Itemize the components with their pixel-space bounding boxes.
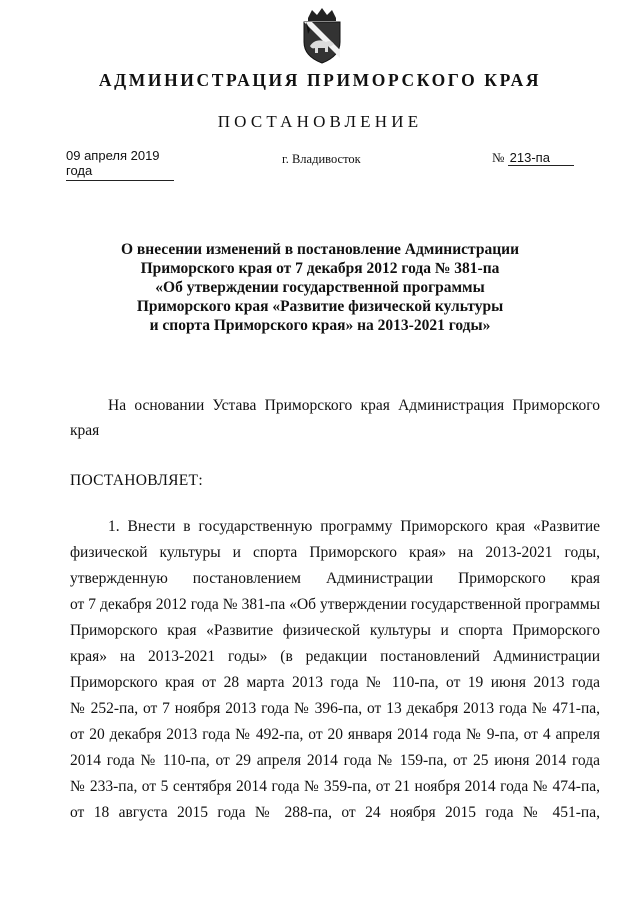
basis-paragraph-line: На основании Устава Приморского края Администрация Приморского [108,397,600,414]
date-field [66,148,176,181]
paragraph-line: № 252-па, от 7 ноября 2013 года № 396-па, от 13 декабря 2013 года № 471-па, [70,700,600,717]
paragraph-line: утвержденную постановлением Администрации Приморского края [70,570,600,587]
paragraph-line: № 233-па, от 5 сентября 2014 года № 359-па, от 21 ноября 2014 года № 474-па, [70,778,600,795]
subject-line: О внесении изменений в постановление Администрации [120,241,519,258]
paragraph-line: 2014 года № 110-па, от 29 апреля 2014 года № 159-па, от 25 июня 2014 года [70,752,600,769]
subject-line: «Об утверждении государственной программы [155,279,485,296]
subject-line: Приморского края «Развитие физической культуры [136,298,504,315]
document-type: ПОСТАНОВЛЕНИЕ [217,112,423,131]
coat-of-arms-icon [298,6,346,64]
paragraph-line: Приморского края «Развитие физической культуры и спорта Приморского [70,622,600,639]
paragraph-line: края» на 2013-2021 годы» (в редакции постановлений Администрации [70,648,600,665]
document-number: 213-па [508,150,574,166]
paragraph-line: от 20 декабря 2013 года № 492-па, от 20 января 2014 года № 9-па, от 4 апреля [70,726,600,743]
item-1-paragraph [70,514,600,826]
document-subject [70,240,570,335]
subject-line: и спорта Приморского края» на 2013-2021 годы» [149,317,491,334]
paragraph-line: Приморского края от 28 марта 2013 года № 110-па, от 19 июня 2013 года [70,674,600,691]
paragraph-line: от 7 декабря 2012 года № 381-па «Об утверждении государственной программы [70,596,600,613]
document-date: 09 апреля 2019 года [66,148,160,178]
resolves-heading: ПОСТАНОВЛЯЕТ: [70,472,203,489]
subject-line: Приморского края от 7 декабря 2012 года № 381-па [140,260,500,277]
date-underline [66,180,174,181]
basis-paragraph-line: края [70,422,100,439]
city: г. Владивосток [282,152,361,166]
paragraph-line: 1. Внести в государственную программу Приморского края «Развитие [108,518,600,535]
paragraph-line: от 18 августа 2015 года № 288-па, от 24 ноября 2015 года № 451-па, [70,804,600,821]
number-prefix: № [492,150,505,165]
paragraph-line: физической культуры и спорта Приморского края» на 2013-2021 годы, [70,544,600,561]
organization-title: АДМИНИСТРАЦИЯ ПРИМОРСКОГО КРАЯ [98,70,542,90]
number-field [492,150,574,166]
